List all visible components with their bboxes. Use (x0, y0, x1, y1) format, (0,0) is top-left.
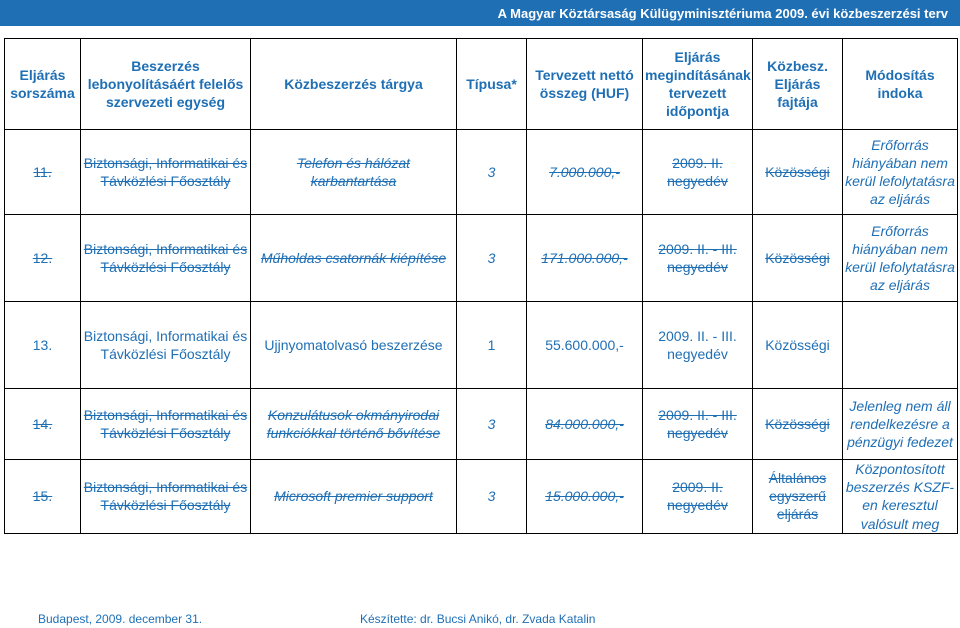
row-procedure: Közösségi (753, 302, 843, 389)
document-banner (0, 0, 960, 26)
row-subject: Microsoft premier support (251, 460, 457, 534)
row-reason (843, 302, 958, 389)
row-procedure: Közösségi (753, 130, 843, 215)
row-amount: 15.000.000,- (527, 460, 643, 534)
table-row (5, 389, 958, 460)
row-type: 1 (457, 302, 527, 389)
footer-prepared-by: Készítette: dr. Bucsi Anikó, dr. Zvada Katalin (360, 612, 596, 626)
row-number: 12. (5, 215, 81, 302)
col-header-type: Típusa* (457, 39, 527, 130)
row-reason: Központosított beszerzés KSZF-en keresztul valósult meg (843, 460, 958, 534)
row-amount: 171.000.000,- (527, 215, 643, 302)
row-procedure: Közösségi (753, 215, 843, 302)
row-type: 3 (457, 389, 527, 460)
row-number: 13. (5, 302, 81, 389)
row-type: 3 (457, 130, 527, 215)
row-unit: Biztonsági, Informatikai és Távközlési Főosztály (81, 302, 251, 389)
row-date: 2009. II. - III. negyedév (643, 389, 753, 460)
banner-title: A Magyar Köztársaság Külügyminisztériuma 2009. évi közbeszerzési terv (497, 5, 948, 21)
row-reason: Erőforrás hiányában nem kerül lefolytatásra az eljárás (843, 130, 958, 215)
row-unit: Biztonsági, Informatikai és Távközlési Főosztály (81, 130, 251, 215)
row-subject: Ujjnyomatolvasó beszerzése (251, 302, 457, 389)
table-row (5, 215, 958, 302)
row-subject: Konzulátusok okmányirodai funkciókkal történő bővítése (251, 389, 457, 460)
row-amount: 84.000.000,- (527, 389, 643, 460)
row-subject: Telefon és hálózat karbantartása (251, 130, 457, 215)
row-type: 3 (457, 215, 527, 302)
row-reason: Jelenleg nem áll rendelkezésre a pénzügyi fedezet (843, 389, 958, 460)
table-row (5, 130, 958, 215)
table-row (5, 302, 958, 389)
col-header-procedure: Közbesz. Eljárás fajtája (753, 39, 843, 130)
row-date: 2009. II. - III. negyedév (643, 302, 753, 389)
row-type: 3 (457, 460, 527, 534)
col-header-amount: Tervezett nettó összeg (HUF) (527, 39, 643, 130)
header-row (5, 39, 958, 130)
row-unit: Biztonsági, Informatikai és Távközlési Főosztály (81, 389, 251, 460)
col-header-number: Eljárás sorszáma (5, 39, 81, 130)
row-number: 11. (5, 130, 81, 215)
row-amount: 7.000.000,- (527, 130, 643, 215)
col-header-unit: Beszerzés lebonyolításáért felelős szervezeti egység (81, 39, 251, 130)
row-reason: Erőforrás hiányában nem kerül lefolytatásra az eljárás (843, 215, 958, 302)
row-date: 2009. II. - III. negyedév (643, 215, 753, 302)
table-row (5, 460, 958, 534)
procurement-plan-table (4, 38, 958, 534)
col-header-subject: Közbeszerzés tárgya (251, 39, 457, 130)
col-header-reason: Módosítás indoka (843, 39, 958, 130)
row-date: 2009. II. negyedév (643, 130, 753, 215)
row-number: 15. (5, 460, 81, 534)
row-date: 2009. II. negyedév (643, 460, 753, 534)
row-amount: 55.600.000,- (527, 302, 643, 389)
col-header-date: Eljárás megindításának tervezett időpontja (643, 39, 753, 130)
row-unit: Biztonsági, Informatikai és Távközlési Főosztály (81, 460, 251, 534)
row-unit: Biztonsági, Informatikai és Távközlési Főosztály (81, 215, 251, 302)
footer-place-date: Budapest, 2009. december 31. (38, 612, 203, 626)
row-procedure: Általános egyszerű eljárás (753, 460, 843, 534)
row-subject: Műholdas csatornák kiépítése (251, 215, 457, 302)
row-procedure: Közösségi (753, 389, 843, 460)
row-number: 14. (5, 389, 81, 460)
